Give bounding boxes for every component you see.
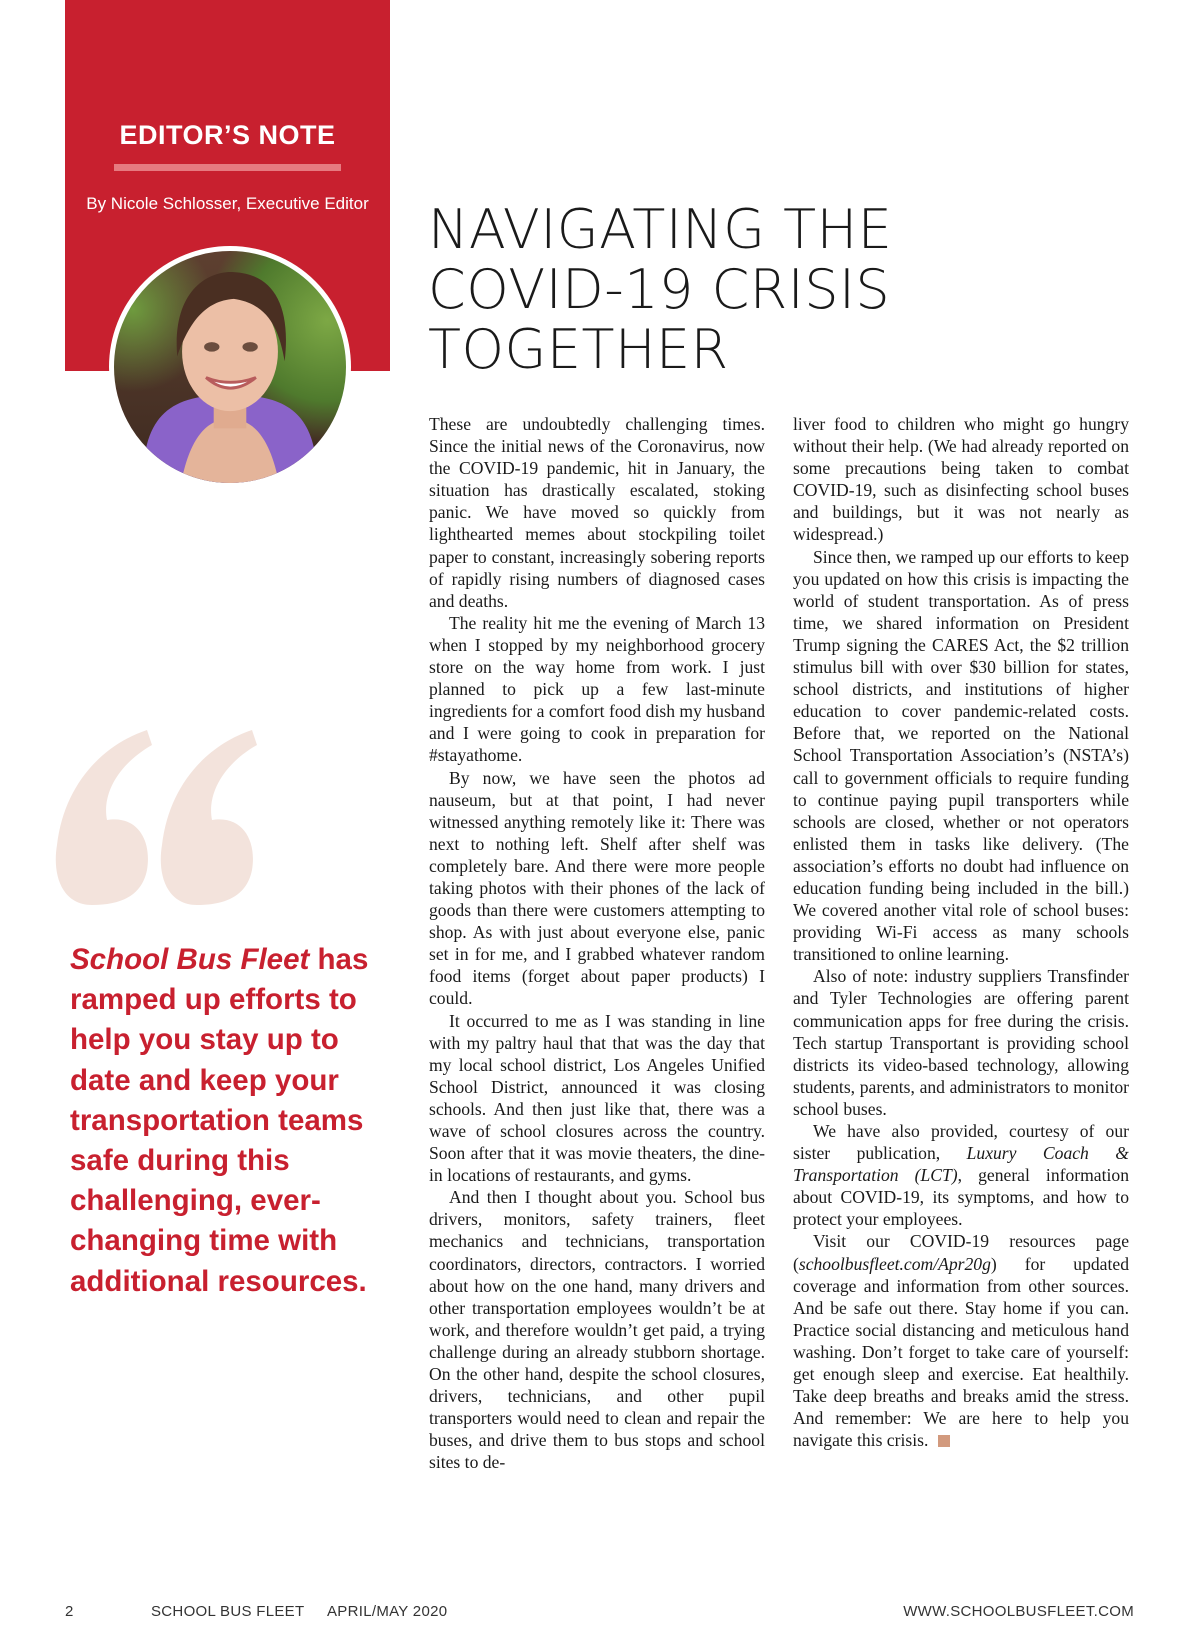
body-paragraph: Since then, we ramped up our efforts to keep you updated on how this crisis is impacting the world of student transportation. As of press time, we shared information on President Trump signing the CARES Act, the $2 trillion stimulus bill with over $30 billion for states, school districts, and institutions of higher education to cover pandemic-related costs. Before that, we reported on the National School Transportation Association’s (NSTA’s) call to government officials to require funding to continue paying pupil transporters while schools are closed, whether or not operators enlisted them in tasks like delivery. (The association’s efforts no doubt had influence on education funding being included in the bill.) We covered another vital role of school buses: providing Wi-Fi access as many schools transitioned to online learning. (793, 546, 1129, 965)
body-paragraph: The reality hit me the evening of March 13 when I stopped by my neighborhood grocery store on the way home from work. I just planned to pick up a few last-minute ingredients for a comfort food dish my husband and I were going to cook in preparation for #stayathome. (429, 612, 765, 766)
publication-title: Luxury Coach & Transportation (LCT) (793, 1143, 1129, 1186)
section-label: EDITOR’S NOTE (119, 120, 336, 150)
body-paragraph: liver food to children who might go hungry without their help. (We had already reported on some precautions being taken to combat COVID-19, such as disinfecting school buses and buildings, but it was not nearly as widespread.) (793, 414, 1129, 545)
author-photo-illustration (114, 251, 346, 483)
pull-quote-text: has ramped up efforts to help you stay up to date and keep your transportation teams safe during this challenging, ever-changing time with additional resources. (70, 943, 369, 1298)
author-portrait (109, 246, 351, 488)
article-column-left (429, 413, 765, 1474)
article-headline (428, 200, 1148, 380)
paragraph-text: ) for updated coverage and information from other sources. And be safe out there. Stay home if you can. Practice social distancing and meticulous hand washing. Don’t forget to take care of yourself: get enough sleep and exercise. Eat healthily. Take deep breaths and breaks amid the stress. And remember: We are here to help you navigate this crisis. (793, 1253, 1129, 1451)
body-paragraph: Also of note: industry suppliers Transfinder and Tyler Technologies are offering parent communication apps for free during the crisis. Tech startup Transportant is providing school districts its video-based technology, allowing students, parents, and administrators to monitor school buses. (793, 966, 1129, 1119)
body-paragraph: And then I thought about you. School bus drivers, monitors, safety trainers, fleet mechanics and technicians, transportation coordinators, directors, contractors. I worried about how on the one hand, many drivers and other transportation employees wouldn’t be at work, and therefore wouldn’t get paid, a trying challenge during an already stubborn shortage. On the other hand, despite the school closures, drivers, technicians, and other pupil transporters would need to clean and repair the buses, and drive them to bus stops and school sites to de- (429, 1187, 765, 1473)
footer-publication: SCHOOL BUS FLEET (151, 1603, 305, 1620)
headline-line: COVID-19 CRISIS (428, 258, 891, 321)
body-paragraph (793, 1230, 1129, 1451)
paragraph-text: Visit our COVID-19 resources page ( (793, 1231, 1129, 1274)
body-paragraph (793, 1120, 1129, 1230)
headline-line: TOGETHER (428, 318, 729, 381)
body-paragraph: By now, we have seen the photos ad nauseum, but at that point, I had never witnessed anything remotely like it: There was next to nothing left. Shelf after shelf was completely bare. And there were more people taking photos with their phones of the lack of goods than there were customers attempting to shop. As with just about everyone else, panic set in for me, and I grabbed whatever random food items (forget about paper products) I could. (429, 767, 765, 1009)
resource-link[interactable]: schoolbusfleet.com/Apr20g (798, 1253, 991, 1274)
article-column-right (793, 413, 1129, 1451)
page-number: 2 (65, 1603, 74, 1620)
end-of-article-icon (938, 1435, 950, 1447)
paragraph-text: , general information about COVID-19, its symptoms, and how to protect your employees. (793, 1165, 1129, 1230)
headline-line: NAVIGATING THE (428, 198, 893, 261)
footer-website[interactable]: WWW.SCHOOLBUSFLEET.COM (903, 1603, 1134, 1620)
byline: By Nicole Schlosser, Executive Editor (86, 194, 369, 213)
pull-quote (70, 940, 390, 1302)
section-divider (114, 164, 341, 171)
body-paragraph: These are undoubtedly challenging times. Since the initial news of the Coronavirus, now the COVID-19 pandemic, hit in January, the situation has drastically escalated, stoking panic. We have moved so quickly from lighthearted memes about stockpiling toilet paper to constant, increasingly sobering reports of rapidly rising numbers of diagnosed cases and deaths. (429, 414, 765, 611)
footer-issue-date: APRIL/MAY 2020 (327, 1603, 448, 1620)
quotation-mark-icon (52, 705, 262, 935)
body-paragraph: It occurred to me as I was standing in line with my paltry haul that that was the day that my local school district, Los Angeles Unified School District, announced it was closing schools. And then just like that, there was a wave of school closures across the country. Soon after that it was movie theaters, the dine-in locations of restaurants, and gyms. (429, 1010, 765, 1186)
paragraph-text: We have also provided, courtesy of our sister publication, (793, 1121, 1129, 1164)
pull-quote-publication: School Bus Fleet (70, 943, 310, 976)
